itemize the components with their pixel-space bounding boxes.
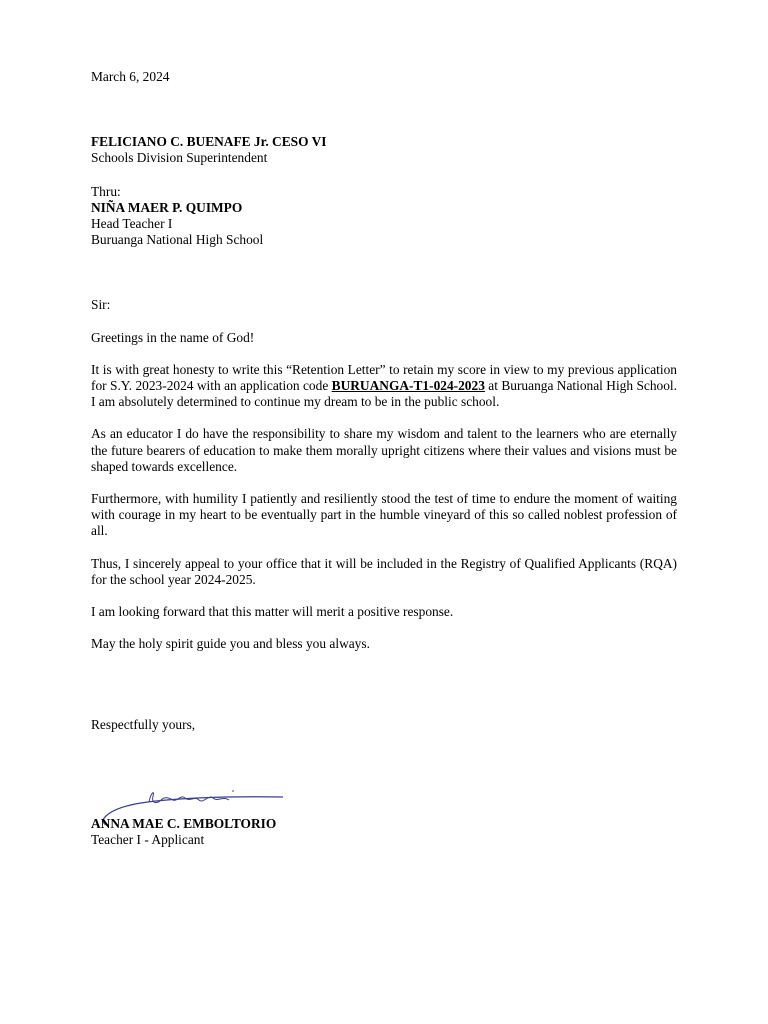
salutation: Sir:	[91, 297, 111, 313]
letter-date: March 6, 2024	[91, 69, 170, 84]
paragraph-1-text-start: It is with great honesty to write this “Retention Letter” to retain my score in view to my previous application for S.Y. 2023-2024 with an application code	[91, 361, 677, 394]
body-paragraph-1	[91, 362, 677, 411]
body-paragraph-6: May the holy spirit guide you and bless you always.	[91, 636, 370, 652]
thru-position: Head Teacher I	[91, 216, 173, 232]
paragraph-1-text-end: at Buruanga National High School. I am absolutely determined to continue my dream to be in the public school.	[91, 378, 677, 410]
closing: Respectfully yours,	[91, 717, 196, 733]
thru-name: NIÑA MAER P. QUIMPO	[91, 199, 243, 215]
thru-school: Buruanga National High School	[91, 232, 264, 248]
recipient-title: Schools Division Superintendent	[91, 150, 268, 166]
sender-name: ANNA MAE C. EMBOLTORIO	[91, 815, 277, 831]
body-paragraph-5: I am looking forward that this matter will merit a positive response.	[91, 604, 454, 620]
thru-label: Thru:	[91, 183, 121, 199]
sender-title: Teacher I - Applicant	[91, 831, 205, 847]
body-paragraph-3: Furthermore, with humility I patiently and resiliently stood the test of time to endure the moment of waiting with courage in my heart to be eventually part in the humble vineyard of this so called noblest profession of all.	[91, 491, 677, 539]
body-paragraph-2: As an educator I do have the responsibility to share my wisdom and talent to the learners who are eternally the future bearers of education to make them morally upright citizens where their values and visions must be shaped towards excellence.	[91, 426, 677, 474]
greeting: Greetings in the name of God!	[91, 329, 255, 345]
body-paragraph-4: Thus, I sincerely appeal to your office that it will be included in the Registry of Qualified Applicants (RQA) for the school year 2024-2025.	[91, 555, 677, 587]
application-code: BURUANGA-T1-024-2023	[331, 378, 485, 394]
signature-block	[91, 816, 677, 848]
letter	[91, 69, 677, 848]
recipient-name: FELICIANO C. BUENAFE Jr. CESO VI	[91, 134, 327, 150]
